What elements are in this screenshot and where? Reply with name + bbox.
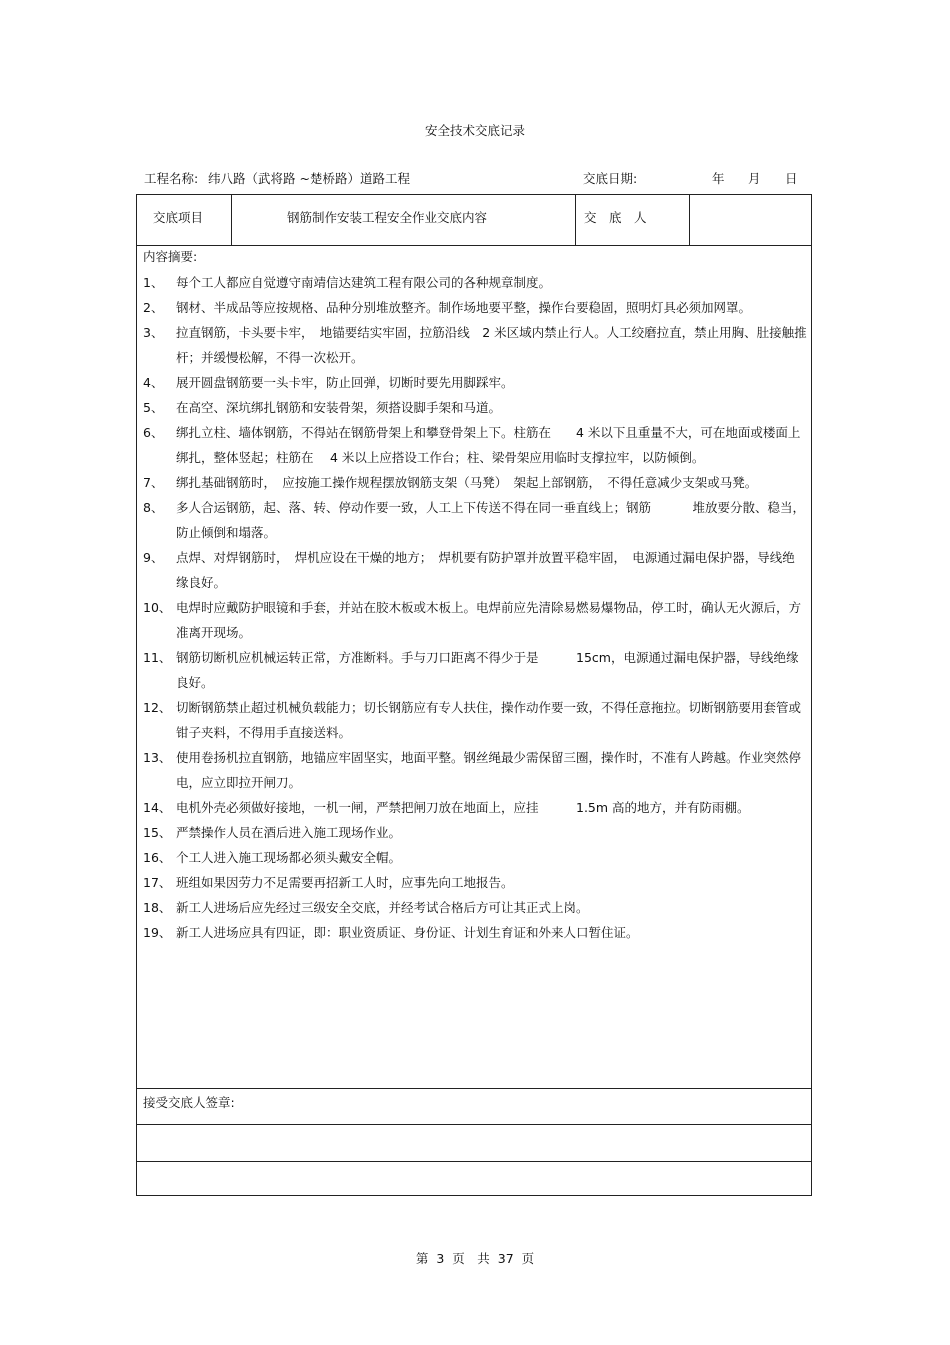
item-label: 交底项目 [153,210,204,225]
list-item: 9、 点焊、对焊钢筋时， 焊机应设在干燥的地方； 焊机要有防护罩并放置平稳牢固， 电源通过漏电保护器，导线绝缘良好。 [143,550,795,590]
list-item: 7、 绑扎基础钢筋时， 应按施工操作规程摆放钢筋支架（马凳） 架起上部钢筋， 不得任意减少支架或马凳。 [143,475,758,490]
page-prefix: 第 [415,1251,429,1266]
project-name: 纬八路（武将路 ~楚桥路）道路工程 [208,171,410,186]
list-item: 15、 严禁操作人员在酒后进入施工现场作业。 [143,825,402,840]
list-item: 18、 新工人进场后应先经过三级安全交底，并经考试合格后方可让其正式上岗。 [143,900,589,915]
page-number: 3 [436,1251,445,1266]
content-list [143,270,807,945]
list-item: 4、 展开圆盘钢筋要一头卡牢，防止回弹，切断时要先用脚踩牢。 [143,375,514,390]
list-item: 12、 切断钢筋禁止超过机械负载能力；切长钢筋应有专人扶住，操作动作要一致，不得任意拖拉。切断钢筋要用套管或钳子夹料，不得用手直接送料。 [143,700,802,740]
list-item: 2、 钢材、半成品等应按规格、品种分别堆放整齐。制作场地要平整，操作台要稳固，照明灯具必须加网罩。 [143,300,752,315]
project-label: 工程名称: [144,171,199,186]
list-item: 5、 在高空、深坑绑扎钢筋和安装骨架，须搭设脚手架和马道。 [143,400,502,415]
list-item: 6、 绑扎立柱、墙体钢筋，不得站在钢筋骨架上和攀登骨架上下。柱筋在 4 米以下且重量不大，可在地面或楼面上绑扎，整体竖起；柱筋在 4 米以上应搭设工作台；柱、梁骨架应用临时支撑拉牢，以防倾倒。 [143,425,801,465]
signature-top-line [137,1088,811,1089]
person-label: 交 底 人 [584,210,647,225]
item-value: 钢筋制作安装工程安全作业交底内容 [287,210,488,225]
list-item: 17、 班组如果因劳力不足需要再招新工人时，应事先向工地报告。 [143,875,514,890]
list-item: 3、 拉直钢筋，卡头要卡牢， 地锚要结实牢固，拉筋沿线 2 米区域内禁止行人。人工绞磨拉直，禁止用胸、肚接触推杆；并缓慢松解，不得一次松开。 [143,325,807,365]
list-item: 13、 使用卷扬机拉直钢筋，地锚应牢固坚实，地面平整。钢丝绳最少需保留三圈，操作时，不准有人跨越。作业突然停电，应立即拉开闸刀。 [143,750,802,790]
page-suffix: 页 [521,1251,535,1266]
header-bottom-line [137,245,811,246]
header-divider [231,195,232,245]
header-divider [689,195,690,245]
project-info-line [144,169,804,187]
document-title: 安全技术交底记录 [424,123,525,138]
signature-row-line [137,1124,811,1125]
summary-label: 内容摘要: [143,249,198,264]
date-day: 日 [785,171,798,186]
list-item: 11、 钢筋切断机应机械运转正常，方准断料。手与刀口距离不得少于是 15cm，电源通过漏电保护器，导线绝缘良好。 [143,650,799,690]
date-month: 月 [748,171,761,186]
header-divider [575,195,576,245]
list-item: 14、 电机外壳必须做好接地，一机一闸，严禁把闸刀放在地面上，应挂 1.5m 高的地方，并有防雨棚。 [143,800,750,815]
date-label: 交底日期: [583,171,638,186]
page-footer [0,1249,950,1267]
list-item: 8、 多人合运钢筋，起、落、转、停动作要一致，人工上下传送不得在同一垂直线上；钢筋 堆放要分散、稳当，防止倾倒和塌落。 [143,500,805,540]
date-year: 年 [712,171,725,186]
page-mid: 页 共 [452,1251,490,1266]
list-item: 19、 新工人进场应具有四证，即：职业资质证、身份证、计划生育证和外来人口暂住证。 [143,925,639,940]
signature-label: 接受交底人签章: [143,1095,235,1110]
disclosure-table [136,194,812,1196]
list-item: 10、 电焊时应戴防护眼镜和手套，并站在胶木板或木板上。电焊前应先清除易燃易爆物品，停工时，确认无火源后，方准离开现场。 [143,600,802,640]
signature-row-line [137,1161,811,1162]
page-total: 37 [497,1251,514,1266]
list-item: 16、 个工人进入施工现场都必须头戴安全帽。 [143,850,402,865]
list-item: 1、 每个工人都应自觉遵守南靖信达建筑工程有限公司的各种规章制度。 [143,275,552,290]
